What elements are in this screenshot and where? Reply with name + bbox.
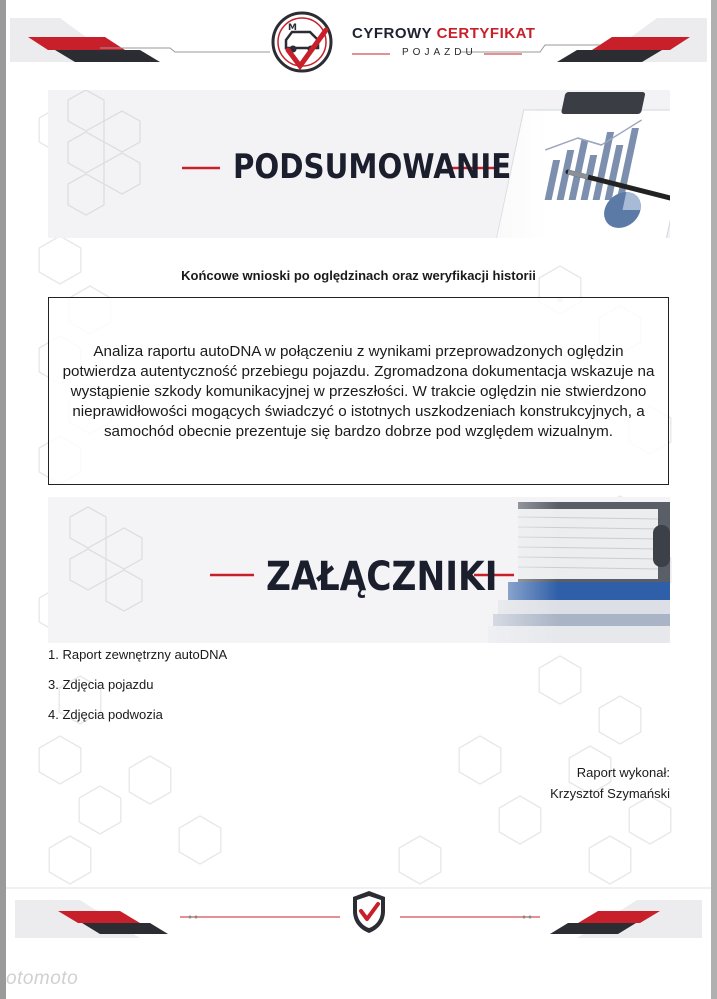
footer-shield-icon (350, 889, 388, 935)
summary-text: Analiza raportu autoDNA w połączeniu z wynikami przeprowadzonych oględzin potwierdza autentyczność przebiegu pojazdu. Zgromadzona dokumentacja wskazuje na wystąpienie szkody komunikacyjnej w przeszłości. W trakcie oględzin nie stwierdzono nieprawidłowości mogących świadczyć o istotnych uszkodzeniach konstrukcyjnych, a samochód obecnie prezentuje się bardzo dobrze pod względem wizualnym. (62, 343, 655, 440)
brand-word-1: CYFROWY (352, 25, 432, 42)
signature-name: Krzysztof Szymański (550, 786, 670, 801)
brand-subtitle: POJAZDU (402, 47, 477, 58)
summary-subtitle: Końcowe wnioski po oględzinach oraz weryfikacji historii (181, 268, 536, 283)
brand-logo (270, 10, 334, 76)
brand-title (352, 25, 535, 42)
attachments-banner (48, 497, 670, 643)
summary-banner (48, 90, 670, 238)
watermark: otomoto (6, 968, 79, 989)
attachments-banner-title: ZAŁĄCZNIKI (266, 554, 498, 600)
summary-banner-title: PODSUMOWANIE (233, 147, 512, 187)
attachment-item: 4. Zdjęcia podwozia (48, 707, 163, 722)
brand-word-2: CERTYFIKAT (436, 25, 536, 42)
attachment-item: 3. Zdjęcia pojazdu (48, 677, 154, 692)
signature-label: Raport wykonał: (576, 765, 670, 780)
svg-text:M: M (288, 23, 297, 33)
attachment-item: 1. Raport zewnętrzny autoDNA (48, 647, 228, 662)
summary-box (48, 297, 669, 485)
